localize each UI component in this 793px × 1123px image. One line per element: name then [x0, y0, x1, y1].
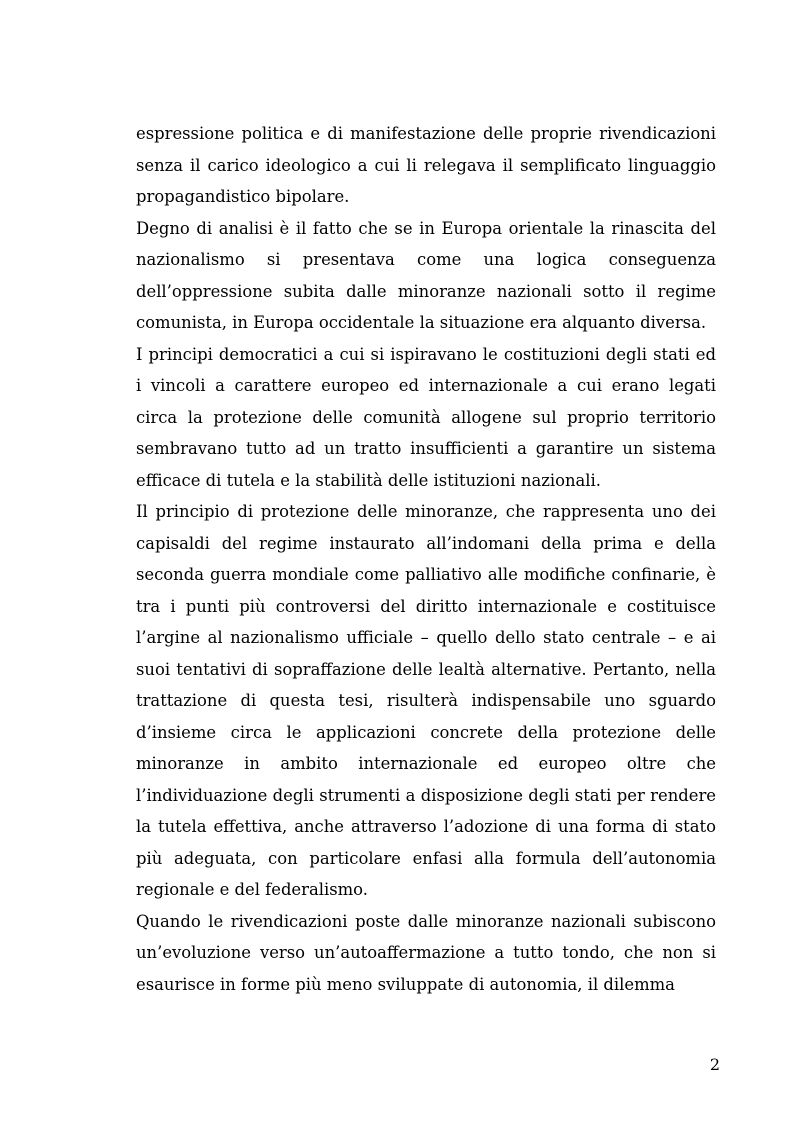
paragraph-5: Quando le rivendicazioni poste dalle minoranze nazionali subiscono un’evoluzione verso un’autoaffermazione a tutto tondo, che non si esaurisce in forme più meno sviluppate di autonomia, il dilemma [136, 911, 716, 994]
paragraph-3: I principi democratici a cui si ispiravano le costituzioni degli stati ed i vincoli a carattere europeo ed internazionale a cui erano legati circa la protezione delle comunità allogene sul proprio territorio sembravano tutto ad un tratto insufficienti a garantire un sistema efficace di tutela e la stabilità delle istituzioni nazionali. [136, 344, 716, 490]
paragraph-2: Degno di analisi è il fatto che se in Europa orientale la rinascita del nazionalismo si presentava come una logica conseguenza dell’oppressione subita dalle minoranze nazionali sotto il regime comunista, in Europa occidentale la situazione era alquanto diversa. [136, 218, 716, 332]
paragraph-1: espressione politica e di manifestazione delle proprie rivendicazioni senza il carico ideologico a cui li relegava il semplificato linguaggio propagandistico bipolare. [136, 124, 716, 206]
paragraph-4: Il principio di protezione delle minoranze, che rappresenta uno dei capisaldi del regime instaurato all’indomani della prima e della seconda guerra mondiale come palliativo alle modifiche confinarie, è tra i punti più controversi del diritto internazionale e costituisce l’argine al nazionalismo ufficiale – quello dello stato centrale – e ai suoi tentativi di sopraffazione delle lealtà alternative. Pertanto, nella trattazione di questa tesi, risulterà indispensabile uno sguardo d’insieme circa le applicazioni concrete della protezione delle minoranze in ambito internazionale ed europeo oltre che l’individuazione degli strumenti a disposizione degli stati per rendere la tutela effettiva, anche attraverso l’adozione di una forma di stato più adeguata, con particolare enfasi alla formula dell’autonomia regionale e del federalismo. [136, 502, 716, 899]
page-number: 2 [709, 1055, 720, 1074]
body-text [136, 118, 716, 1000]
